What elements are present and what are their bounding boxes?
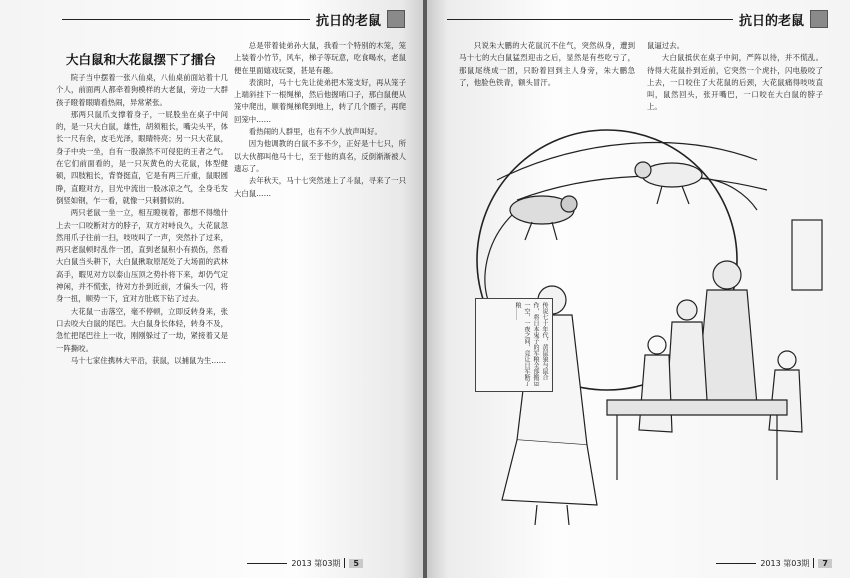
paragraph: 鼠逼过去。 [647,41,684,50]
paragraph: 院子当中摆着一张八仙桌，八仙桌前面站着十几个人，前面两人都牵着狗模样的大老鼠，旁边一大群孩子瞪着眼睛看热闹，异常紧张。 [56,73,228,107]
page-number: 5 [349,559,363,568]
left-page-header [62,8,405,30]
article-title: 大白鼠和大花鼠摆下了擂台 [65,52,216,67]
issue-label: 2013 第03期 [291,558,341,568]
left-column-1 [56,72,228,542]
table [607,400,787,415]
paragraph: 表演时，马十七先让徒弟把木笼支好，再从笼子上端斜挂下一根绳梯，然后他握哨口子，那白鼠便从笼中爬出，顺着绳梯爬到地上，转了几个圈子，再爬回笼中…… [234,77,406,124]
section-title: 抗日的老鼠 [738,13,804,29]
right-page-header [447,8,828,30]
paragraph: 两只老鼠一坐一立，相互瞪视着，都想不得缴什上去一口咬断对方的脖子，双方对峙良久，大花鼠忽然用爪子往前一扫，吱吱叫了一声，突然扑了过来，两只老鼠顿时乱作一团，直到老鼠积小有损伤，然看大白鼠当头耕下，大白鼠揪取原尾处了大场面的武林高手，暇见对方以泰山压顶之势扑将下来，却仍气定神闲，并不慌张，待对方扑到近前，才偏头一闪，将身一扭，顺势一下，宜对方肚底下钻了过去。 [56,208,228,304]
section-title: 抗日的老鼠 [315,13,381,29]
header-marker-icon [810,10,828,28]
paragraph: 那两只鼠爪支撑着身子，一屁股坐在桌子中间的，是一只大白鼠，雄性，胡须粗长，嘴尖头平，体长一尺有余，皮毛光泽，眼睛特亮；另一只大花鼠，身子中央一坐，自有一股凛然不可侵犯的王者之气。在它们前面看的，是一只灰黄色的大花鼠，体型健硕，四肢粗长，背脊挺直，它是有两三斤重，鼠眼圆睁，直瞪对方，目光中流出一股冰凉之气，全身毛发倒竖如钢，乍一看，就像一只刺猬似的。 [56,109,228,205]
footer-rule [247,563,287,564]
swoosh-line [517,176,767,200]
left-page [0,0,423,578]
paragraph: 看热闹的人群里，也有不少人放声叫好。 [248,127,382,137]
hanging-sign [792,220,822,290]
leaping-rat-right [635,162,757,210]
left-column-2 [234,40,406,542]
paragraph: 大白鼠抵伏在桌子中间，严阵以待，并不慌乱。待得大花鼠扑到近前，它突然一个虎扑，闪电般咬了上去，一口咬住了大花鼠的后颈，大花鼠痛得吱吱直叫，鼠然回头，张开嘴巴，一口咬在大白鼠的脖子上。 [647,53,823,112]
paragraph: 总是带着徒弟孙大鼠，我看一个特别的木笼，笼上装着小竹节，风车，梯子等玩意，吃食喝水，老鼠便在里面嬉戏玩耍，甚是有趣。 [234,41,406,75]
page-number: 7 [818,559,832,568]
footer-separator [344,558,345,568]
left-page-footer [247,556,363,570]
paragraph: 因为他调教的白鼠不多不少，正好是十七只，所以大伙都叫他马十七，至于他的真名，反倒渐渐被人遗忘了。 [234,139,406,173]
paragraph: 马十七家住携林大平沿，获鼠，以捕鼠为生…… [70,355,227,365]
header-rule [447,19,733,20]
header-marker-icon [387,10,405,28]
paragraph: 大花鼠一击落空，毫不停顿，立即反转身来，张口去咬大白鼠的尾巴。大白鼠身长体轻，转身不及，急忙把尾巴往上一收，刚刚躲过了一劫，紧接着又是一阵撕咬。 [56,306,228,353]
right-page [427,0,850,578]
header-rule [62,19,310,20]
right-page-footer [716,556,832,570]
illustration-caption: 传说七十年代，黄鼠狼与鼠合作，将日本鬼子的军粮全部搬运一空，一夜之间，竟让日军断了粮…… [475,298,553,392]
issue-label: 2013 第03期 [760,558,810,568]
footer-separator [813,558,814,568]
footer-rule [716,563,756,564]
paragraph: 去年秋天，马十七突然迷上了斗鼠，寻来了一只大白鼠…… [234,176,406,198]
paragraph: 只说朱大鹏的大花鼠沉不住气，突然纵身，遭到马十七的大白鼠猛烈迎击之后，显然是有些吃亏了，那鼠尾绕成一团，只盼着回到主人身旁，朱大鹏急了，他脸色铁青，额头冒汗。 [459,41,635,87]
swoosh-line [497,143,757,180]
